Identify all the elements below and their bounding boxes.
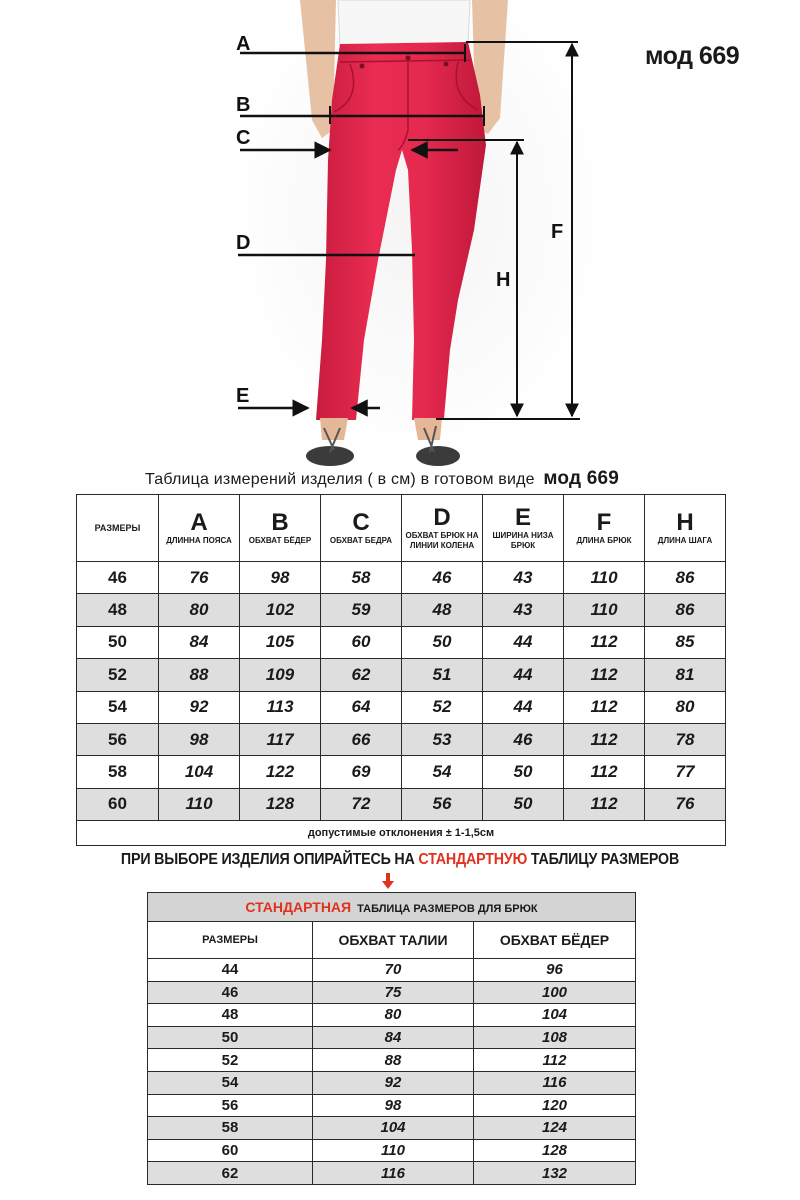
- caption-text: Таблица измерений изделия ( в см) в готовом виде: [145, 471, 535, 488]
- measurement-row: [77, 691, 726, 723]
- label-c: C: [236, 127, 251, 149]
- standard-row: [148, 1117, 636, 1140]
- col-letter: E: [514, 504, 531, 531]
- tolerance-row: [77, 821, 726, 846]
- measurement-cell: 112: [564, 788, 645, 820]
- caption-model: мод 669: [543, 468, 620, 489]
- col-label: ДЛИННА ПОЯСА: [166, 536, 232, 545]
- measurement-cell: 113: [240, 691, 321, 723]
- header-col-e: [483, 495, 564, 562]
- measurement-caption: [145, 468, 619, 490]
- measurement-cell: 128: [240, 788, 321, 820]
- header-col-h: [645, 495, 726, 562]
- measurement-cell: 50: [483, 788, 564, 820]
- col-label: ШИРИНА НИЗА БРЮК: [492, 531, 554, 550]
- standard-value-cell: 110: [313, 1139, 474, 1162]
- measurement-cell: 46: [402, 562, 483, 594]
- size-cell: 56: [77, 723, 159, 755]
- standard-size-cell: 50: [148, 1026, 313, 1049]
- label-a: A: [236, 33, 251, 55]
- standard-value-cell: 108: [474, 1026, 636, 1049]
- standard-size-cell: 54: [148, 1071, 313, 1094]
- standard-value-cell: 88: [313, 1049, 474, 1072]
- measurement-cell: 66: [321, 723, 402, 755]
- standard-size-cell: 44: [148, 959, 313, 982]
- header-col-a: [159, 495, 240, 562]
- standard-value-cell: 84: [313, 1026, 474, 1049]
- button: [406, 56, 411, 61]
- label-e: E: [236, 385, 250, 407]
- standard-value-cell: 112: [474, 1049, 636, 1072]
- measurement-cell: 44: [483, 626, 564, 658]
- standard-value-cell: 128: [474, 1139, 636, 1162]
- measurement-cell: 86: [645, 594, 726, 626]
- standard-row: [148, 1071, 636, 1094]
- standard-title-red: СТАНДАРТНАЯ: [245, 899, 352, 915]
- header-col-b: [240, 495, 321, 562]
- col-letter: D: [433, 504, 451, 531]
- standard-header-sizes: РАЗМЕРЫ: [148, 922, 313, 959]
- header-col-d: [402, 495, 483, 562]
- col-letter: A: [190, 509, 208, 536]
- measurement-cell: 86: [645, 562, 726, 594]
- standard-header-hips: ОБХВАТ БЁДЕР: [474, 922, 636, 959]
- measurement-cell: 78: [645, 723, 726, 755]
- standard-value-cell: 132: [474, 1162, 636, 1185]
- measurement-cell: 84: [159, 626, 240, 658]
- standard-size-cell: 58: [148, 1117, 313, 1140]
- standard-row: [148, 1139, 636, 1162]
- col-label: ОБХВАТ БЕДРА: [329, 536, 393, 545]
- measurement-row: [77, 562, 726, 594]
- header-col-f: [564, 495, 645, 562]
- rivet-left: [360, 64, 365, 69]
- measurement-cell: 112: [564, 659, 645, 691]
- col-letter: H: [676, 509, 694, 536]
- measurement-cell: 112: [564, 756, 645, 788]
- measurement-cell: 122: [240, 756, 321, 788]
- standard-title-row: [148, 893, 636, 922]
- standard-value-cell: 80: [313, 1004, 474, 1027]
- standard-row: [148, 1094, 636, 1117]
- standard-size-cell: 48: [148, 1004, 313, 1027]
- measurement-cell: 56: [402, 788, 483, 820]
- col-label: ОБХВАТ БРЮК НА ЛИНИИ КОЛЕНА: [405, 531, 479, 550]
- standard-title-rest: ТАБЛИЦА РАЗМЕРОВ ДЛЯ БРЮК: [357, 903, 538, 915]
- label-f: F: [551, 221, 564, 243]
- right-shoe: [416, 446, 460, 466]
- standard-value-cell: 98: [313, 1094, 474, 1117]
- measurement-cell: 110: [159, 788, 240, 820]
- measurement-cell: 110: [564, 562, 645, 594]
- measurement-cell: 110: [564, 594, 645, 626]
- measurement-row: [77, 788, 726, 820]
- notice-part1: ПРИ ВЫБОРЕ ИЗДЕЛИЯ ОПИРАЙТЕСЬ НА: [120, 851, 419, 868]
- measurement-cell: 59: [321, 594, 402, 626]
- measurement-cell: 43: [483, 594, 564, 626]
- measurement-cell: 98: [159, 723, 240, 755]
- measurement-cell: 112: [564, 691, 645, 723]
- measurement-cell: 76: [159, 562, 240, 594]
- label-b: B: [236, 94, 251, 116]
- standard-value-cell: 104: [474, 1004, 636, 1027]
- col-label: ДЛИНА БРЮК: [576, 536, 632, 545]
- size-cell: 54: [77, 691, 159, 723]
- measurement-row: [77, 626, 726, 658]
- size-cell: 46: [77, 562, 159, 594]
- standard-value-cell: 116: [474, 1071, 636, 1094]
- measurement-cell: 112: [564, 723, 645, 755]
- measurement-cell: 117: [240, 723, 321, 755]
- measurement-row: [77, 723, 726, 755]
- measurement-cell: 109: [240, 659, 321, 691]
- measurement-cell: 62: [321, 659, 402, 691]
- measurement-row: [77, 594, 726, 626]
- col-letter: B: [271, 509, 289, 536]
- measurement-cell: 85: [645, 626, 726, 658]
- measurement-cell: 92: [159, 691, 240, 723]
- size-cell: 50: [77, 626, 159, 658]
- measurement-cell: 76: [645, 788, 726, 820]
- measurement-cell: 60: [321, 626, 402, 658]
- measurement-cell: 88: [159, 659, 240, 691]
- standard-row: [148, 959, 636, 982]
- model-tag: мод 669: [645, 42, 740, 70]
- measurement-cell: 77: [645, 756, 726, 788]
- measurement-row: [77, 659, 726, 691]
- measurement-cell: 58: [321, 562, 402, 594]
- standard-header-row: [148, 922, 636, 959]
- standard-value-cell: 96: [474, 959, 636, 982]
- standard-title: [148, 893, 636, 922]
- standard-value-cell: 100: [474, 981, 636, 1004]
- measurement-cell: 104: [159, 756, 240, 788]
- label-d: D: [236, 232, 251, 254]
- standard-value-cell: 116: [313, 1162, 474, 1185]
- standard-value-cell: 75: [313, 981, 474, 1004]
- standard-size-cell: 52: [148, 1049, 313, 1072]
- notice-highlight: СТАНДАРТНУЮ: [418, 851, 528, 868]
- measurement-cell: 98: [240, 562, 321, 594]
- standard-size-cell: 60: [148, 1139, 313, 1162]
- standard-size-cell: 46: [148, 981, 313, 1004]
- measurement-cell: 80: [159, 594, 240, 626]
- standard-row: [148, 1026, 636, 1049]
- standard-value-cell: 120: [474, 1094, 636, 1117]
- rivet-right: [444, 62, 449, 67]
- standard-row: [148, 981, 636, 1004]
- measurement-cell: 44: [483, 659, 564, 691]
- standard-row: [148, 1162, 636, 1185]
- measurement-cell: 43: [483, 562, 564, 594]
- measurement-cell: 48: [402, 594, 483, 626]
- tolerance-note: допустимые отклонения ± 1-1,5см: [77, 821, 726, 846]
- measurement-cell: 72: [321, 788, 402, 820]
- header-sizes: РАЗМЕРЫ: [77, 495, 159, 562]
- measurement-row: [77, 756, 726, 788]
- measurement-cell: 46: [483, 723, 564, 755]
- measurement-cell: 112: [564, 626, 645, 658]
- measurement-cell: 81: [645, 659, 726, 691]
- col-label: ОБХВАТ БЁДЕР: [248, 536, 312, 545]
- measurement-cell: 44: [483, 691, 564, 723]
- size-cell: 48: [77, 594, 159, 626]
- measurement-cell: 50: [483, 756, 564, 788]
- measurement-cell: 105: [240, 626, 321, 658]
- standard-value-cell: 92: [313, 1071, 474, 1094]
- standard-row: [148, 1049, 636, 1072]
- size-cell: 52: [77, 659, 159, 691]
- measurement-cell: 69: [321, 756, 402, 788]
- down-arrow-icon: [382, 873, 394, 889]
- label-h: H: [496, 269, 511, 291]
- shirt-hem: [338, 0, 470, 46]
- measurement-cell: 53: [402, 723, 483, 755]
- notice-part2: ТАБЛИЦУ РАЗМЕРОВ: [527, 851, 680, 868]
- standard-row: [148, 1004, 636, 1027]
- size-notice: [32, 851, 768, 869]
- measurement-cell: 64: [321, 691, 402, 723]
- col-letter: C: [352, 509, 370, 536]
- standard-value-cell: 70: [313, 959, 474, 982]
- col-label: ДЛИНА ШАГА: [657, 536, 713, 545]
- standard-value-cell: 124: [474, 1117, 636, 1140]
- measurement-cell: 50: [402, 626, 483, 658]
- measurement-header-row: [77, 495, 726, 562]
- size-cell: 60: [77, 788, 159, 820]
- standard-size-cell: 56: [148, 1094, 313, 1117]
- standard-size-cell: 62: [148, 1162, 313, 1185]
- header-col-c: [321, 495, 402, 562]
- col-letter: F: [596, 509, 612, 536]
- measurement-cell: 51: [402, 659, 483, 691]
- left-shoe: [306, 446, 354, 466]
- size-cell: 58: [77, 756, 159, 788]
- measurement-table: [76, 494, 726, 846]
- standard-value-cell: 104: [313, 1117, 474, 1140]
- standard-size-table: [147, 892, 636, 1185]
- measurement-cell: 54: [402, 756, 483, 788]
- measurement-cell: 80: [645, 691, 726, 723]
- standard-header-waist: ОБХВАТ ТАЛИИ: [313, 922, 474, 959]
- measurement-cell: 52: [402, 691, 483, 723]
- measurement-cell: 102: [240, 594, 321, 626]
